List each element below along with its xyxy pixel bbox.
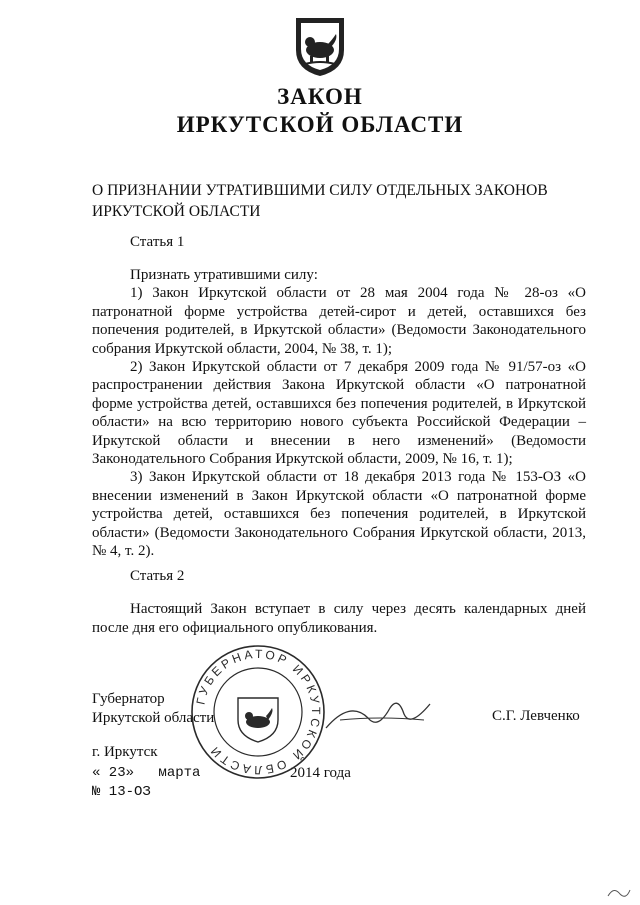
article-1-intro: Признать утратившими силу: — [130, 267, 318, 283]
signatory-position-line1: Губернатор — [92, 691, 165, 707]
law-subject: О ПРИЗНАНИИ УТРАТИВШИМИ СИЛУ ОТДЕЛЬНЫХ ЗАКОНОВ ИРКУТСКОЙ ОБЛАСТИ — [92, 182, 548, 220]
article-1-heading: Статья 1 — [130, 234, 185, 250]
article-2-body — [92, 600, 586, 638]
signing-place: г. Иркутск — [92, 744, 158, 760]
document-title: ЗАКОН — [277, 84, 363, 109]
date-month: марта — [158, 765, 201, 781]
signing-date — [92, 765, 351, 781]
article-1-item: 1) Закон Иркутской области от 28 мая 2004 года № 28-оз «О патронатной форме устройства детей-сирот и детей, оставшихся без попечения родителей, в Иркутской области» (Ведомости Законодательного собрания Иркутской области, 2004, № 38, т. 1); — [92, 285, 586, 357]
irkutsk-coat-of-arms-icon — [292, 14, 348, 78]
official-seal-icon — [188, 642, 328, 782]
date-day: « 23» — [92, 765, 135, 781]
svg-text:ГУБЕРНАТОР ИРКУТСКОЙ ОБЛАСТИ — [193, 647, 323, 777]
scan-mark-icon — [604, 884, 634, 900]
article-1-item: 3) Закон Иркутской области от 18 декабря 2013 года № 153-ОЗ «О внесении изменений в Закон Иркутской области «О патронатной форме устройства детей, оставшихся без попечения родителей, в Иркутской области» (Ведомости Законодательного Собрания Иркутской области, 2013, № 4, т. 2). — [92, 469, 586, 560]
law-number: № 13-ОЗ — [92, 784, 151, 800]
date-year: 2014 года — [290, 765, 351, 781]
article-1-body — [92, 266, 586, 561]
seal-ring-text: ГУБЕРНАТОР ИРКУТСКОЙ ОБЛАСТИ — [193, 646, 324, 778]
article-2-text: Настоящий Закон вступает в силу через десять календарных дней после дня его официального опубликования. — [92, 601, 586, 636]
document-region-title: ИРКУТСКОЙ ОБЛАСТИ — [176, 112, 464, 137]
signatory-name: С.Г. Левченко — [492, 708, 580, 724]
signatory-position-line2: Иркутской области — [92, 710, 215, 726]
article-2-heading: Статья 2 — [130, 568, 185, 584]
handwritten-signature-icon — [320, 690, 440, 740]
article-1-item: 2) Закон Иркутской области от 7 декабря 2009 года № 91/57-оз «О распространении действия Закона Иркутской области «О патронатной форме устройства детей, оставшихся без попечения родителей, в Иркутской области» на всю территорию нового субъекта Российской Федерации – Иркутской области и внесении в него изменений» (Ведомости Законодательного Собрания Иркутской области, 2009, № 16, т. 1); — [92, 359, 586, 468]
